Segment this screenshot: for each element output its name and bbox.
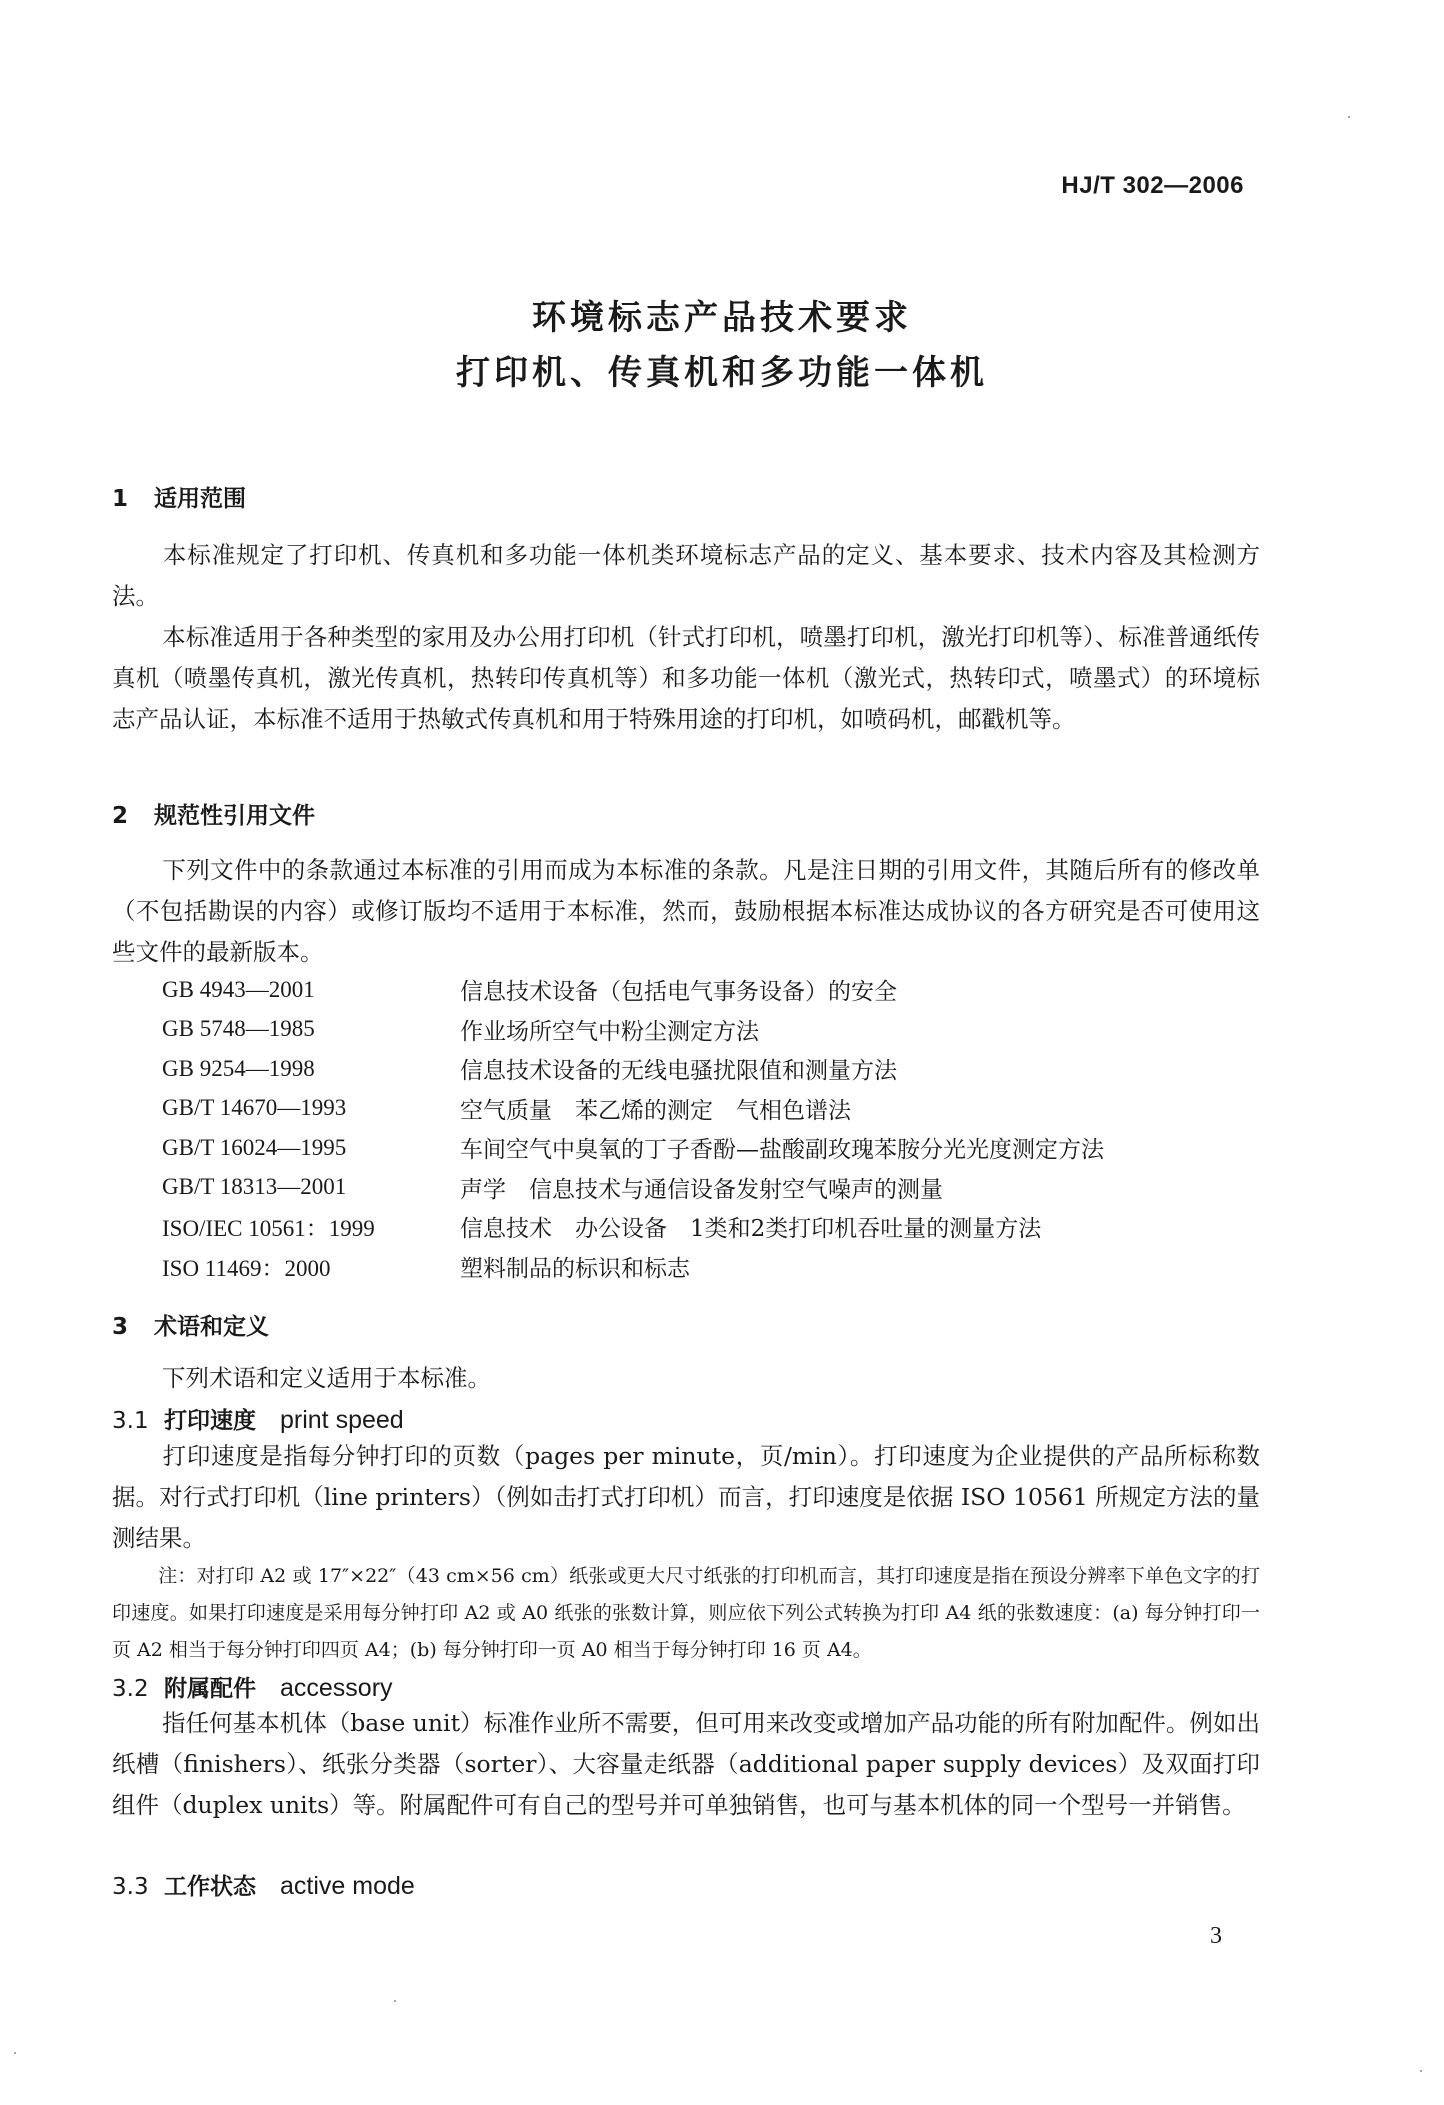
standard-code: HJ/T 302—2006 xyxy=(1061,172,1244,199)
reference-row xyxy=(162,1049,1104,1089)
subsection-3-3-heading: 3.3 工作状态 active mode xyxy=(112,1872,415,1900)
reference-title: 信息技术设备（包括电气事务设备）的安全 xyxy=(460,979,897,1006)
reference-code: ISO 11469：2000 xyxy=(162,1255,331,1281)
reference-title: 信息技术设备的无线电骚扰限值和测量方法 xyxy=(460,1058,897,1085)
section-3-heading xyxy=(112,1308,269,1341)
section-1-paragraph-2: 本标准适用于各种类型的家用及办公用打印机（针式打印机，喷墨打印机，激光打印机等）、标准普通纸传真机（喷墨传真机，激光传真机，热转印传真机等）和多功能一体机（激光式，热转印式，喷墨式）的环境标志产品认证，本标准不适用于热敏式传真机和用于特殊用途的打印机，如喷码机，邮戳机等。 xyxy=(112,623,1260,733)
section-number: 3 xyxy=(112,1314,129,1340)
reference-title: 空气质量 苯乙烯的测定 气相色谱法 xyxy=(460,1097,851,1124)
section-1-heading xyxy=(112,480,246,513)
reference-code: ISO/IEC 10561：1999 xyxy=(162,1216,375,1242)
section-number: 1 xyxy=(112,486,129,512)
section-2-paragraph-1: 下列文件中的条款通过本标准的引用而成为本标准的条款。凡是注日期的引用文件，其随后所有的修改单（不包括勘误的内容）或修订版均不适用于本标准，然而，鼓励根据本标准达成协议的各方研究是否可使用这些文件的最新版本。 xyxy=(112,856,1260,966)
reference-row xyxy=(162,1168,1104,1208)
reference-title: 声学 信息技术与通信设备发射空气噪声的测量 xyxy=(460,1176,943,1203)
scan-speck xyxy=(1348,116,1350,118)
page-number: 3 xyxy=(1210,1923,1222,1949)
reference-code: GB/T 14670—1993 xyxy=(162,1095,347,1121)
reference-title: 塑料制品的标识和标志 xyxy=(460,1255,690,1282)
reference-row xyxy=(162,1207,1104,1247)
reference-title: 作业场所空气中粉尘测定方法 xyxy=(460,1018,759,1045)
title-line-2: 打印机、传真机和多功能一体机 xyxy=(456,353,988,393)
section-title: 术语和定义 xyxy=(154,1314,269,1340)
section-number: 2 xyxy=(112,803,129,829)
reference-title: 车间空气中臭氧的丁子香酚—盐酸副玫瑰苯胺分光光度测定方法 xyxy=(460,1137,1104,1164)
reference-code: GB 5748—1985 xyxy=(162,1016,315,1042)
subsection-3-2-heading: 3.2 附属配件 accessory xyxy=(112,1674,393,1702)
subsection-3-2-text: 指任何基本机体（base unit）标准作业所不需要，但可用来改变或增加产品功能的所有附加配件。例如出纸槽（finishers）、纸张分类器（sorter）、大容量走纸器（additional paper supply devices）及双面打印组件（duplex units）等。附属配件可有自己的型号并可单独销售，也可与基本机体的同一个型号一并销售。 xyxy=(112,1709,1260,1819)
subsection-3-1-heading: 3.1 打印速度 print speed xyxy=(112,1406,404,1434)
subsection-3-1-text: 打印速度是指每分钟打印的页数（pages per minute，页/min）。打印速度为企业提供的产品所标称数据。对行式打印机（line printers）（例如击打式打印机）而言，打印速度是依据 ISO 10561 所规定方法的量测结果。 xyxy=(112,1442,1260,1552)
normative-references-list xyxy=(162,970,1104,1286)
reference-title: 信息技术 办公设备 1类和2类打印机吞吐量的测量方法 xyxy=(460,1216,1042,1243)
reference-code: GB/T 18313—2001 xyxy=(162,1174,347,1200)
reference-code: GB 4943—2001 xyxy=(162,976,315,1002)
reference-row xyxy=(162,1128,1104,1168)
subsection-3-1-note: 注：对打印 A2 或 17″×22″（43 cm×56 cm）纸张或更大尺寸纸张的打印机而言，其打印速度是指在预设分辨率下单色文字的打印速度。如果打印速度是采用每分钟打印 A2 或 A0 纸张的张数计算，则应依下列公式转换为打印 A4 纸的张数速度：(a) 每分钟打印一页 A2 相当于每分钟打印四页 A4；(b) 每分钟打印一页 A0 相当于每分钟打印 16 页 A4。 xyxy=(112,1565,1260,1661)
reference-row xyxy=(162,1247,1104,1287)
scan-speck xyxy=(1420,2070,1422,2072)
title-line-1: 环境标志产品技术要求 xyxy=(532,298,912,338)
reference-code: GB 9254—1998 xyxy=(162,1055,315,1081)
section-1-paragraph-1: 本标准规定了打印机、传真机和多功能一体机类环境标志产品的定义、基本要求、技术内容及其检测方法。 xyxy=(112,541,1260,610)
reference-code: GB/T 16024—1995 xyxy=(162,1134,347,1160)
scan-speck xyxy=(14,2052,16,2054)
reference-row xyxy=(162,1089,1104,1129)
section-2-heading xyxy=(112,797,315,830)
section-title: 适用范围 xyxy=(154,486,246,512)
section-3-paragraph-1: 下列术语和定义适用于本标准。 xyxy=(162,1364,491,1392)
reference-row xyxy=(162,970,1104,1010)
scan-speck xyxy=(394,2000,396,2002)
reference-row xyxy=(162,1010,1104,1050)
section-title: 规范性引用文件 xyxy=(154,803,315,829)
